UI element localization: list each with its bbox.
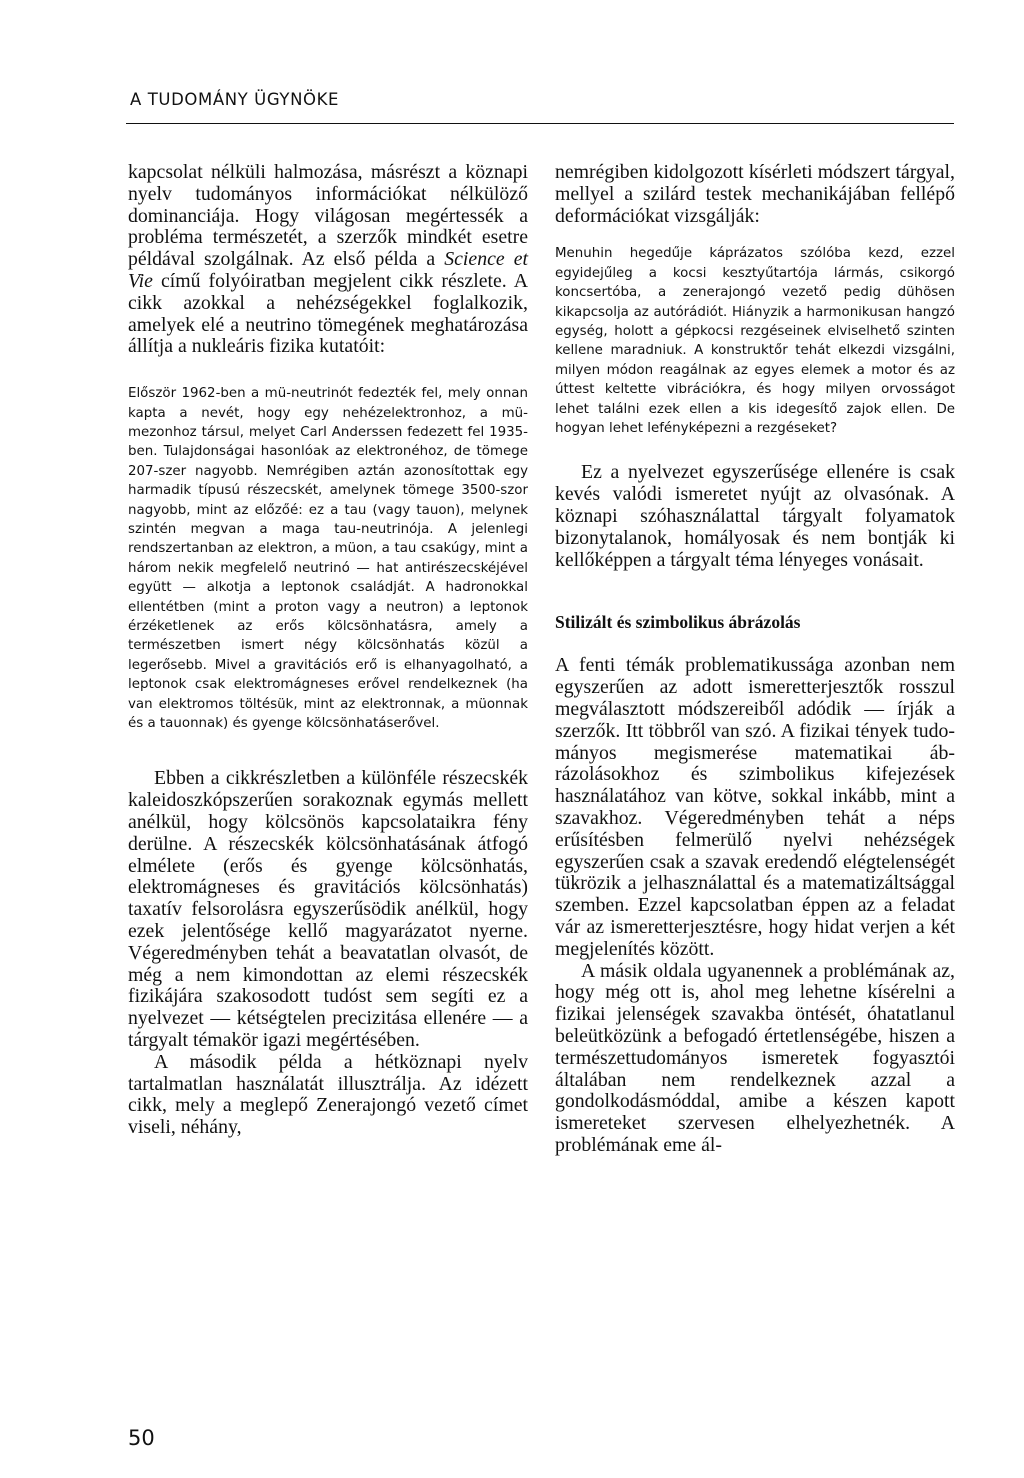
running-head-title: A TUDOMÁNY ÜGYNÖKE	[130, 90, 340, 109]
left-paragraph-3: A második példa a hétköznapi nyelv tartalmatlan használatát illusztrálja. Az idézett cikk, mely a meglepő Zenerajongó vezető címet viseli, néhány,	[128, 1050, 528, 1139]
header-rule	[126, 123, 954, 124]
right-column	[555, 162, 955, 1157]
right-paragraph-1: nemrégiben kidolgozott kísérleti módszert tárgyal, mellyel a szilárd testek mechanikájában fellépő deformációkat vizsgálják:	[555, 161, 955, 227]
left-paragraph-1-text-a: kapcsolat nélküli halmozása, másrészt a köznapi nyelv tudományos információkat nélkülöző dominanciája. Hogy világosan megértessék a probléma természetét, a szerzők mindkét esetre példával szolgálnak. Az első példa a	[128, 161, 528, 271]
page-number: 50	[128, 1426, 155, 1450]
quote-menuhin: Menuhin hegedűje káprázatos szólóba kezd, ezzel egyidejűleg a kocsi kesztyűtartója lármás, csikorgó koncsertóba, a zenerajongó vezető pedig dühösen kikapcsolja az autórádiót. Hiányzik a harmonikusan hangzó egység, holott a gépkocsi rezgéseinek elviselhető szinten kellene maradniuk. A konstruktőr tehát elkezdi vizsgálni, milyen módon reagálnak az egyes elemek a motor és az úttest keltette vibrációkra, és hogy milyen orvosságot lehet találni ezek ellen a kis idegesítő zajok ellen. De hogyan lehet lefényképezni a rezgéseket?	[555, 246, 955, 437]
left-column	[128, 162, 528, 1139]
left-paragraph-1-text-b	[505, 248, 514, 270]
right-paragraph-4: A másik oldala ugyanennek a problémának az, hogy még ott is, ahol meg lehetne kísérelni a fizikai jelenségek szavakba öntését, óhatatlanul beleütközünk a befogadó értetlenségébe, hiszen a természettudományos ismeretek fogyasztói általában nem rendelkeznek azzal a gondolkodásmóddal, amibe a készen kapott ismereteket szervesen elhelyezhetnék. A problémának eme ál-	[555, 959, 955, 1156]
right-paragraph-2: Ez a nyelvezet egyszerűsége ellenére is csak kevés valódi ismeretet nyújt az olvasónak. A köznapi szóhasználattal tárgyalt folyamatok bizonytalanok, homályosak és nem bontják ki kellőképpen a tárgyalt téma lényeges vonásait.	[555, 461, 955, 571]
section-heading: Stilizált és szimbolikus ábrázolás	[555, 612, 801, 633]
journal-name-part-2: et Vie	[128, 248, 528, 292]
journal-name-part-1: Science	[444, 248, 505, 271]
left-paragraph-2: Ebben a cikkrészletben a különféle részecskék kaleidoszkópszerűen sorakoznak egymás mellett anélkül, hogy kölcsönös kapcsolataikra fény derülne. A részecskék kölcsönhatásának átfogó elmélete (erős és gyenge kölcsönhatás, elektromágneses és gravitációs kölcsönhatás) taxatív felsorolásra egyszerűsödik anélkül, hogy ezek jelentősége kellő magyarázatot nyerne. Végeredményben tehát a beavatatlan olvasót, de még a nem kimondottan az elemi részecskék fizikájára szakosodott tudóst sem segíti ez a nyelvezet — kétségtelen precizitása ellenére — a tárgyalt témakör igazi megértésében.	[128, 767, 528, 1052]
left-paragraph-1-text-c: című folyóiratban megjelent cikk részlete. A cikk azokkal a nehézségekkel foglalkozik, amelyek elé a neutrino tömegének meghatározása állítja a nukleáris fizika kutatóit:	[128, 269, 528, 358]
right-paragraph-3: A fenti témák problematikussága azonban nem egyszerűen az adott ismeretterjesztők rosszul megválasztott módszereiből adódik — írják a szerzők. Itt többről van szó. A fizikai tények tudományos megismerése matematikai ábrázolásokhoz és szimbolikus kifejezések használatához van kötve, sokkal inkább, mint a szavakhoz. Végeredményben tehát a néps erűsítésben felmerülő nyelvi nehézségek egyszerűen csak a szavak eredendő elégtelenségét tükrözik a jelhasználattal és a matematizáltsággal szemben. Ezzel kapcsolatban éppen az a feladat vár az ismeretterjesztésre, hogy hidat verjen a két megjelenítés között.	[555, 654, 955, 960]
left-paragraph-1	[128, 162, 528, 358]
quote-neutrino: Először 1962-ben a mü-neutrinót fedezték fel, mely onnan kapta a nevét, hogy egy nehézelektronhoz, a mü-mezonhoz társul, melyet Carl Anderssen fedezett fel 1935-ben. Tulajdonságai hasonlóak az elektronéhoz, de tömege 207-szer nagyobb. Nemrégiben aztán azonosítottak egy harmadik típusú részecskét, amelynek tömege 3500-szor nagyobb, mint az előzőé: ez a tau (vagy tauon), melynek szintén megvan a maga tau-neutrinója. A jelenlegi rendszertanban az elektron, a müon, a tau csakúgy, mint a három nekik megfelelő neutrinó — hat antirészecskéjével együtt — alkotja a leptonok családját. A hadronokkal ellentétben (mint a proton vagy a neutron) a leptonok érzéketlenek az erős kölcsönhatásra, amely a természetben ismert négy kölcsönhatás közül a legerősebb. Mivel a gravitációs erő is elhanyagolható, a leptonok csak elektromágneses erővel rendelkeznek (ha van elektromos töltésük, mint az elektronnak, a müonnak és a tauonnak) és gyenge kölcsönhatáserővel.	[128, 386, 528, 732]
